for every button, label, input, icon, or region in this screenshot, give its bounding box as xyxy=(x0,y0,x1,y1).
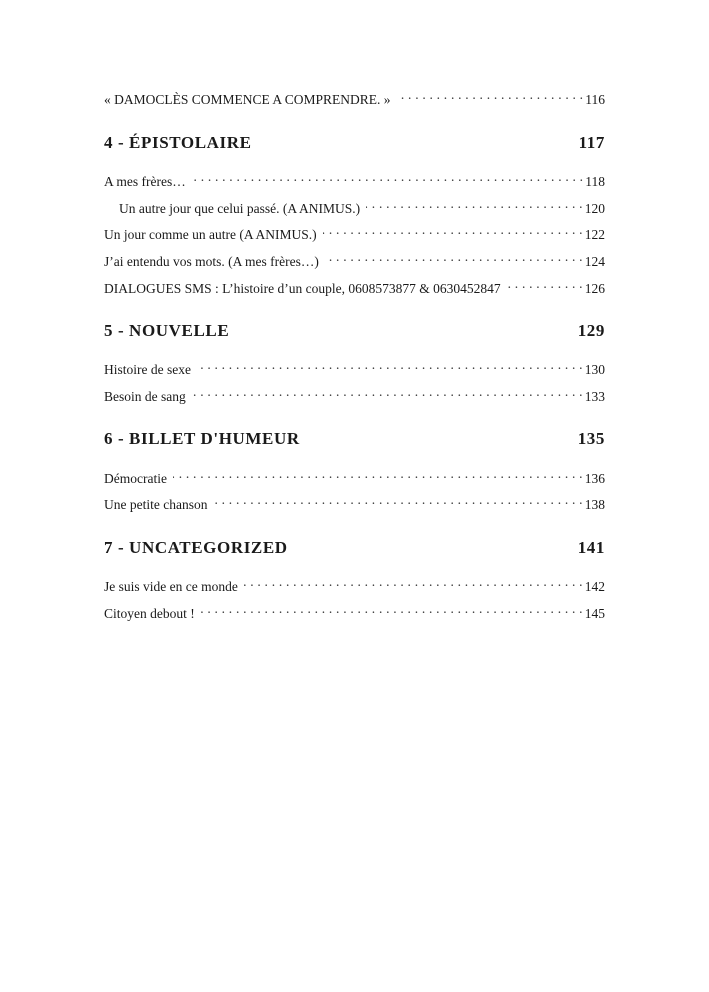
chapter-title: 5 - NOUVELLE xyxy=(104,321,230,340)
chapter-page: 135 xyxy=(577,429,605,448)
toc-entry-page: 130 xyxy=(584,362,605,377)
toc-entry-title: Démocratie xyxy=(104,471,167,486)
dot-leader xyxy=(192,168,584,186)
toc-entry-page: 133 xyxy=(584,389,605,404)
chapter-page: 117 xyxy=(578,133,605,152)
dot-leader xyxy=(201,600,583,618)
chapter-page: 129 xyxy=(577,321,605,340)
chapter-heading-epistolaire xyxy=(104,132,605,154)
dot-leader xyxy=(325,248,583,266)
dot-leader xyxy=(197,356,583,374)
dot-leader xyxy=(507,275,583,293)
toc-entry-title: Histoire de sexe xyxy=(104,362,191,377)
toc-entry xyxy=(104,248,605,271)
chapter-heading-billet-dhumeur xyxy=(104,428,605,450)
toc-entry-title: Un autre jour que celui passé. (A ANIMUS.) xyxy=(119,201,361,216)
dot-leader xyxy=(244,573,583,591)
chapter-heading-nouvelle xyxy=(104,320,605,342)
toc-entry-title: « DAMOCLÈS COMMENCE A COMPRENDRE. » xyxy=(104,92,391,107)
toc-entry xyxy=(104,491,605,514)
dot-leader xyxy=(397,86,584,104)
toc-entry xyxy=(104,168,605,191)
toc-entry-title: Citoyen debout ! xyxy=(104,606,195,621)
toc-entry-title: J’ai entendu vos mots. (A mes frères…) xyxy=(104,254,319,269)
chapter-heading-uncategorized xyxy=(104,537,605,559)
toc-entry xyxy=(104,356,605,379)
toc-entry-title: Je suis vide en ce monde xyxy=(104,579,238,594)
toc-entry-page: 118 xyxy=(585,174,605,189)
toc-entry xyxy=(104,383,605,406)
dot-leader xyxy=(173,465,583,483)
toc-entry-title: DIALOGUES SMS : L’histoire d’un couple, 0608573877 & 0630452847 xyxy=(104,281,501,296)
toc-entry-page: 145 xyxy=(584,606,605,621)
toc-entry xyxy=(104,195,605,218)
toc-entry-page: 122 xyxy=(584,227,605,242)
toc-entry-title: Un jour comme un autre (A ANIMUS.) xyxy=(104,227,317,242)
toc-entry-damocles xyxy=(104,86,605,109)
toc-entry xyxy=(104,221,605,244)
chapter-title: 6 - BILLET D'HUMEUR xyxy=(104,429,300,448)
toc-entry-page: 116 xyxy=(585,92,605,107)
dot-leader xyxy=(213,491,582,509)
chapter-title: 4 - ÉPISTOLAIRE xyxy=(104,133,252,152)
chapter-title: 7 - UNCATEGORIZED xyxy=(104,538,288,557)
dot-leader xyxy=(323,221,583,239)
toc-entry-page: 126 xyxy=(584,281,605,296)
toc-entry-page: 138 xyxy=(584,497,605,512)
toc-entry-title: Besoin de sang xyxy=(104,389,186,404)
dot-leader xyxy=(366,195,583,213)
toc-entry xyxy=(104,600,605,623)
toc-entry-title: A mes frères… xyxy=(104,174,186,189)
toc-entry xyxy=(104,573,605,596)
toc-entry-page: 136 xyxy=(584,471,605,486)
toc-entry-page: 124 xyxy=(584,254,605,269)
toc-entry-page: 142 xyxy=(584,579,605,594)
toc-entry-title: Une petite chanson xyxy=(104,497,208,512)
toc-entry xyxy=(104,275,605,298)
chapter-page: 141 xyxy=(577,538,605,557)
toc-entry xyxy=(104,465,605,488)
toc-entry-page: 120 xyxy=(584,201,605,216)
dot-leader xyxy=(192,383,583,401)
